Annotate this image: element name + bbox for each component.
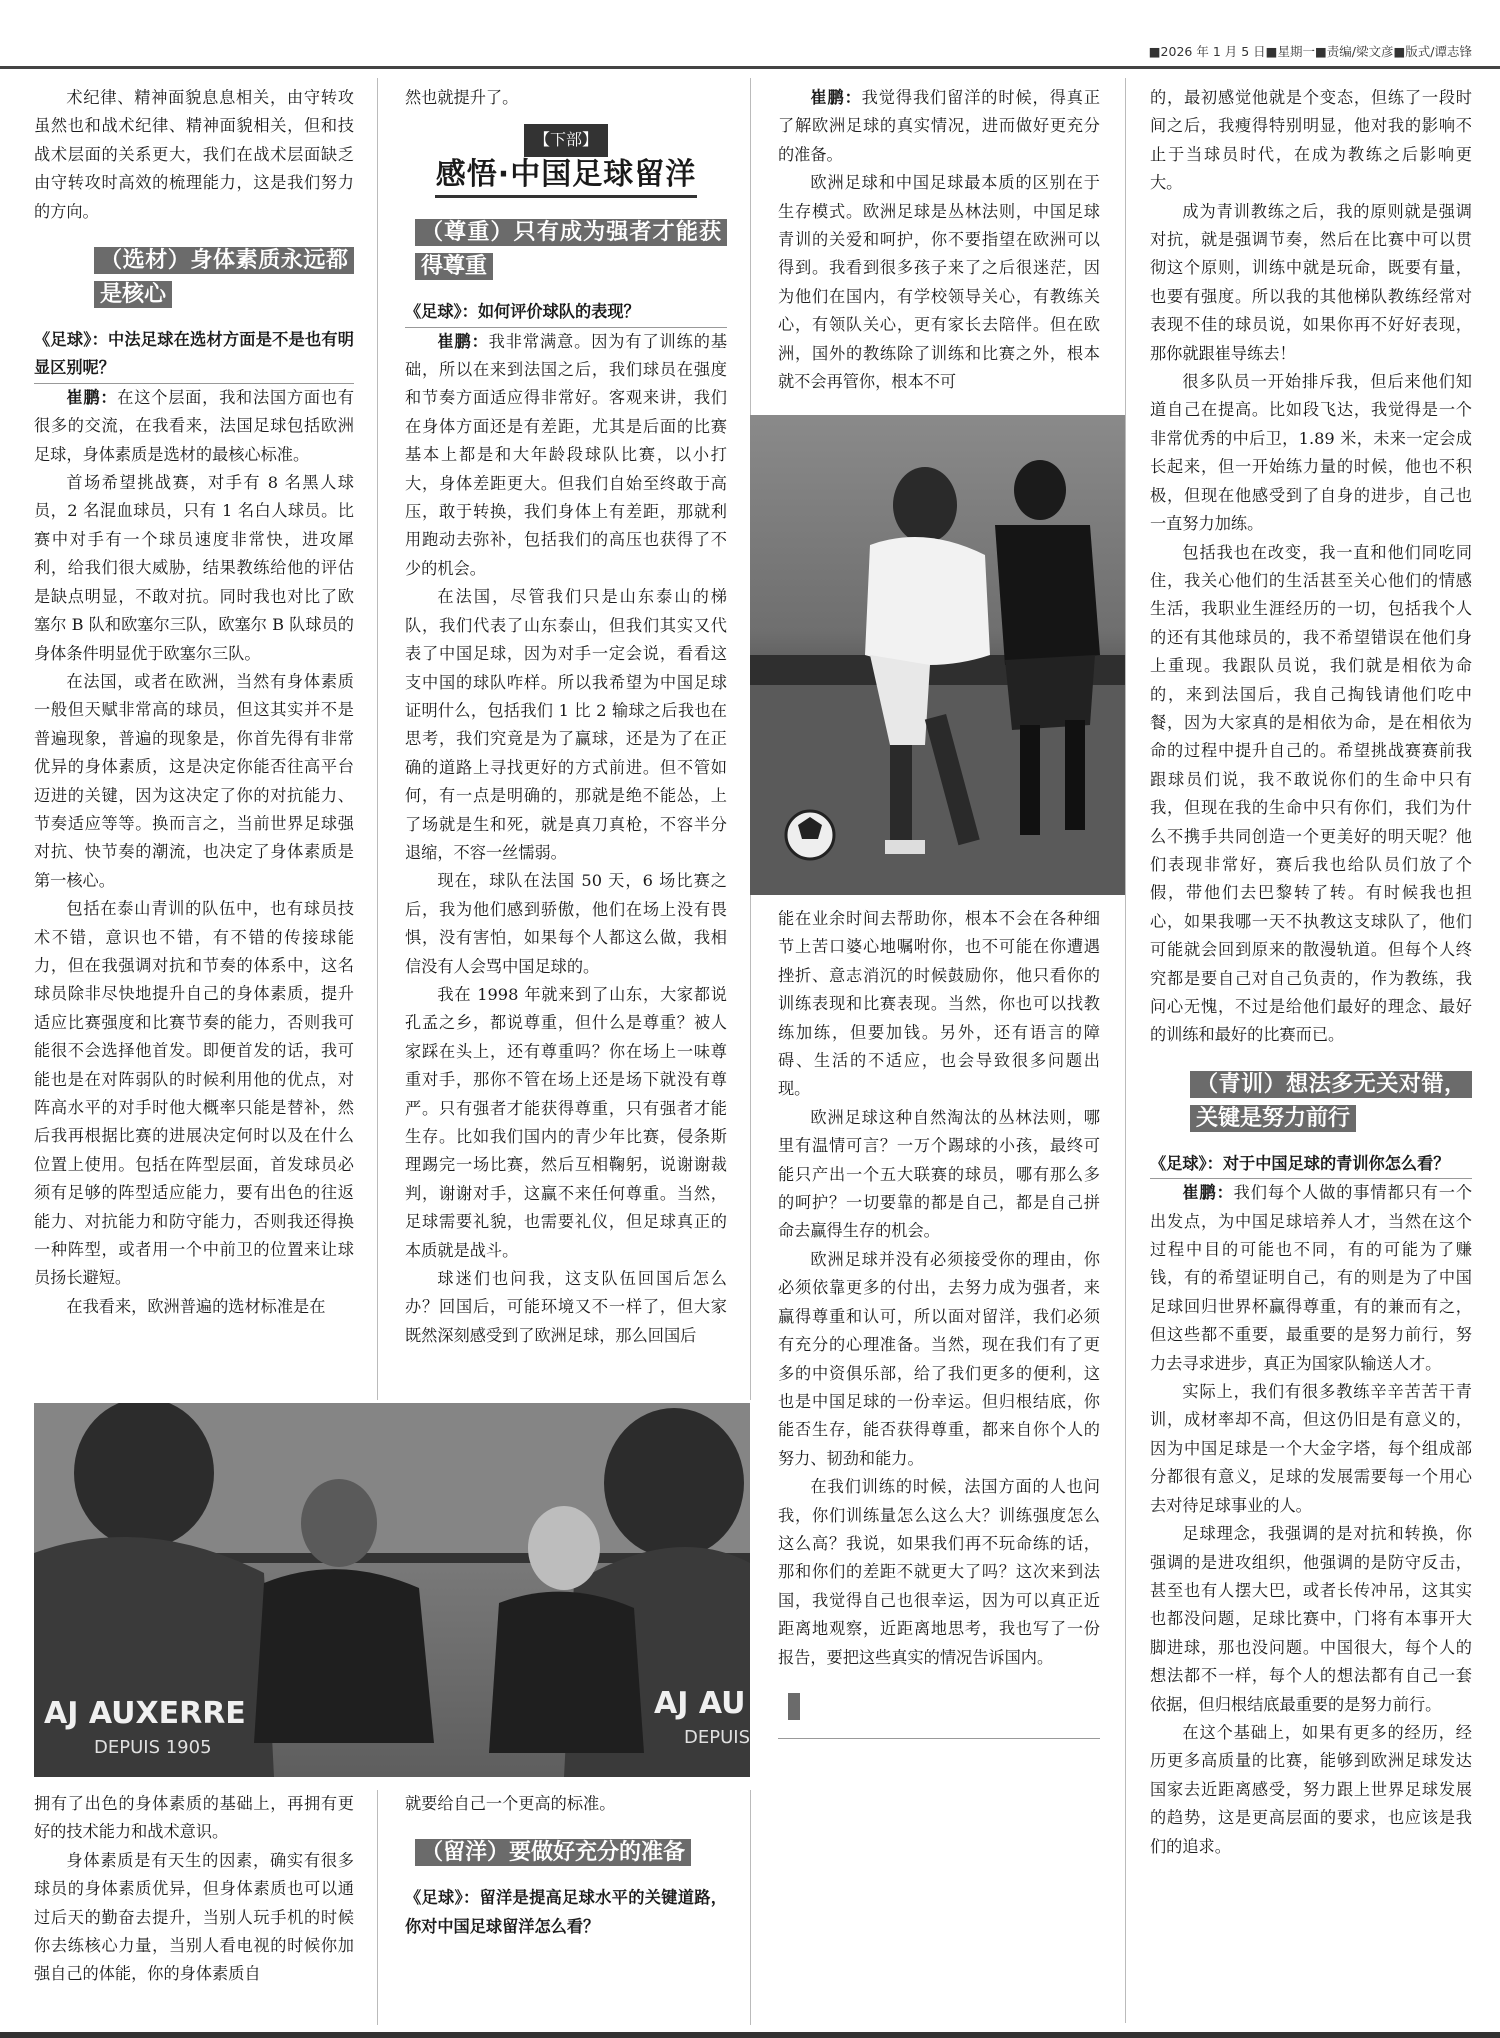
question: 《足球》：对于中国足球的青训你怎么看？ xyxy=(1150,1150,1472,1179)
subheading: （青训）想法多无关对错，关键是努力前行 xyxy=(1190,1068,1472,1136)
column-2-bottom xyxy=(405,1790,727,1941)
paragraph: 现在，球队在法国 50 天，6 场比赛之后，我为他们感到骄傲，他们在场上没有畏惧，没有害怕，如果每个人都这么做，我相信没有人会骂中国足球的。 xyxy=(405,871,727,976)
match-action-illustration xyxy=(750,415,1125,895)
page-bottom-rule xyxy=(0,2032,1500,2038)
paragraph: 就要给自己一个更高的标准。 xyxy=(405,1794,616,1813)
paragraph: 首场希望挑战赛，对手有 8 名黑人球员，2 名混血球员，只有 1 名白人球员。比赛中对手有一个球员速度非常快，进攻犀利，给我们很大威胁，结果教练给他的评估是缺点明显，不敢对抗。同时我也对比了欧塞尔 B 队和欧塞尔三队，欧塞尔 B 队球员的身体条件明显优于欧塞尔三队。 xyxy=(34,473,354,663)
paragraph: 然也就提升了。 xyxy=(405,88,519,107)
paragraph: 在这个基础上，如果有更多的经历，经历更多高质量的比赛，能够到欧洲足球发达国家去近距离感受，努力跟上世界足球发展的趋势，这是更高层面的要求，也应该是我们的追求。 xyxy=(1150,1722,1472,1856)
column-3-lower xyxy=(778,905,1100,1739)
column-divider xyxy=(750,1790,751,2025)
paragraph: 我在 1998 年就来到了山东，大家都说孔孟之乡，都说尊重，但什么是尊重？被人家踩在头上，还有尊重吗？你在场上一味尊重对手，那你不管在场上还是场下就没有尊严。只有强者才能获得尊重，只有强者才能生存。比如我们国内的青少年比赛，侵条斯理踢完一场比赛，然后互相鞠躬，说谢谢裁判，谢谢对手，这赢不来任何尊重。当然，足球需要礼貌，也需要礼仪，但足球真正的本质就是战斗。 xyxy=(405,984,727,1260)
match-action-photo xyxy=(750,415,1125,895)
paragraph: 身体素质是有天生的因素，确实有很多球员的身体素质优异，但身体素质也可以通过后天的勤奋去提升，当别人玩手机的时候你去练核心力量，当别人看电视的时候你加强自己的体能，你的身体素质自 xyxy=(34,1850,354,1984)
paragraph: 实际上，我们有很多教练辛辛苦苦干青训，成材率却不高，但这仍旧是有意义的，因为中国足球是一个大金字塔，每个组成部分都很有意义，足球的发展需要每一个用心去对待足球事业的人。 xyxy=(1150,1382,1472,1515)
answer: 崔鹏：我非常满意。因为有了训练的基础，所以在来到法国之后，我们球员在强度和节奏方面适应得非常好。客观来讲，我们在身体方面还是有差距，尤其是后面的比赛基本上都是和大年龄段球队比赛，以小打大，身体差距更大。但我们自始至终敢于高压，敢于转换，我们身体上有差距，那就利用跑动去弥补，包括我们的高压也获得了不少的机会。 xyxy=(405,331,728,578)
paragraph: 很多队员一开始排斥我，但后来他们知道自己在提高。比如段飞达，我觉得是一个非常优秀的中后卫，1.89 米，未来一定会成长起来，但一开始练力量的时候，他也不积极，但现在他感受到了自身的进步，自己也一直努力加练。 xyxy=(1150,372,1472,534)
subheading: （尊重）只有成为强者才能获得尊重 xyxy=(415,216,727,284)
paragraph: 的，最初感觉他就是个变态，但练了一段时间之后，我瘦得特别明显，他对我的影响不止于当球员时代，在成为教练之后影响更大。 xyxy=(1150,88,1472,193)
column-divider xyxy=(377,1790,378,2025)
jersey-subtext: DEPUIS 1905 xyxy=(94,1737,212,1758)
column-divider xyxy=(377,78,378,1400)
paragraph: 术纪律、精神面貌息息相关，由守转攻虽然也和战术纪律、精神面貌相关，但和技战术层面的关系更大，我们在战术层面缺乏由守转攻时高效的梳理能力，这是我们努力的方向。 xyxy=(34,88,354,221)
column-divider xyxy=(1125,78,1126,2023)
paragraph: 能在业余时间去帮助你，根本不会在各种细节上苦口婆心地嘱咐你，也不可能在你遭遇挫折、意志消沉的时候鼓励你，他只看你的训练表现和比赛表现。当然，你也可以找教练加练，但要加钱。另外，还有语言的障碍、生活的不适应，也会导致很多问题出现。 xyxy=(778,909,1100,1099)
paragraph: 在法国，尽管我们只是山东泰山的梯队，我们代表了山东泰山，但我们其实又代表了中国足球，因为对手一定会说，看看这支中国的球队咋样。所以我希望为中国足球证明什么，包括我们 1 比 2 输球之后我也在思考，我们究竟是为了赢球，还是为了在正确的道路上寻找更好的方式前进。但不管如何，有一点是明确的，那就是绝不能怂，上了场就是生和死，就是真刀真枪，不容半分退缩，不容一丝懦弱。 xyxy=(405,587,727,862)
coaches-photo xyxy=(34,1403,750,1777)
question xyxy=(778,1738,1100,1739)
jersey-subtext-right: DEPUIS xyxy=(684,1727,750,1748)
paragraph: 在我看来，欧洲普遍的选材标准是在 xyxy=(66,1296,326,1316)
paragraph: 在我们训练的时候，法国方面的人也问我，你们训练量怎么这么大？训练强度怎么这么高？我说，如果我们再不玩命练的话，那和你们的差距不就更大了吗？这次来到法国，我觉得自己也很幸运，因为可以真正近距离地观察，近距离地思考，我也写了一份报告，要把这些真实的情况告诉国内。 xyxy=(778,1477,1100,1667)
paragraph: 包括在泰山青训的队伍中，也有球员技术不错，意识也不错，有不错的传接球能力，但在我强调对抗和节奏的体系中，这名球员除非尽快地提升自己的身体素质，提升适应比赛强度和比赛节奏的能力，否则我可能很不会选择他首发。即便首发的话，我可能也是在对阵弱队的时候利用他的优点，对阵高水平的对手时他大概率只能是替补，然后我再根据比赛的进展决定何时以及在什么位置上使用。包括在阵型层面，首发球员必须有足够的阵型适应能力，要有出色的往返能力、对抗能力和防守能力，否则我还得换一种阵型，或者用一个中前卫的位置来让球员扬长避短。 xyxy=(34,899,354,1288)
paragraph: 足球理念，我强调的是对抗和转换，你强调的是进攻组织，他强调的是防守反击，甚至也有人摆大巴，或者长传冲吊，这其实也都没问题，足球比赛中，门将有本事开大脚进球，那也没问题。中国很大，每个人的想法都不一样，每个人的想法都有自己一套依据，但归根结底最重要的是努力前行。 xyxy=(1150,1524,1472,1714)
paragraph: 球迷们也问我，这支队伍回国后怎么办？回国后，可能环境又不一样了，但大家既然深刻感受到了欧洲足球，那么回国后 xyxy=(405,1269,727,1345)
paragraph: 包括我也在改变，我一直和他们同吃同住，我关心他们的生活甚至关心他们的情感生活，我职业生涯经历的一切，包括我个人的还有其他球员的，我不希望错误在他们身上重现。我跟队员说，我们就是相依为命的，来到法国后，我自己掏钱请他们吃中餐，因为大家真的是相依为命，是在相依为命的过程中提升自己的。希望挑战赛赛前我跟球员们说，我不敢说你们的生命中只有我，但现在我的生命中只有你们，我们为什么不携手共同创造一个更美好的明天呢？他们表现非常好，赛后我也给队员们放了个假，带他们去巴黎转了转。有时候我也担心，如果我哪一天不执教这支球队了，他们可能就会回到原来的散漫轨道。但每个人终究都是要自己对自己负责的，作为教练，我问心无愧，不过是给他们最好的理念、最好的训练和最好的比赛而已。 xyxy=(1150,542,1472,1045)
column-1-bottom xyxy=(34,1790,354,1989)
answer: 崔鹏：我们每个人做的事情都只有一个出发点，为中国足球培养人才，当然在这个过程中目的可能也不同，有的可能为了赚钱，有的希望证明自己，有的则是为了中国足球回归世界杯赢得尊重，有的兼而有之，但这些都不重要，最重要的是努力前行，努力去寻求进步，真正为国家队输送人才。 xyxy=(1150,1183,1473,1373)
question: 《足球》：中法足球在选材方面是不是也有明显区别呢？ xyxy=(34,326,354,384)
section-title: 感悟·中国足球留洋 xyxy=(435,156,697,192)
answer: 崔鹏：在这个层面，我和法国方面也有很多的交流，在我看来，法国足球包括欧洲足球，身体素质是选材的最核心标准。 xyxy=(34,387,355,464)
paragraph: 欧洲足球这种自然淘汰的丛林法则，哪里有温情可言？一万个踢球的小孩，最终可能只产出一个五大联赛的球员，哪有那么多的呵护？一切要靠的都是自己，都是自己拼命去赢得生存的机会。 xyxy=(778,1107,1100,1241)
jersey-text: AJ AUXERRE xyxy=(44,1696,246,1731)
section-header xyxy=(405,124,727,198)
dateline: ■2026 年 1 月 5 日■星期一■责编/梁文彦■版式/谭志锋 xyxy=(1148,44,1472,59)
answer: 崔鹏：我觉得我们留洋的时候，得真正了解欧洲足球的真实情况，进而做好更充分的准备。 xyxy=(778,88,1101,164)
jersey-text-right: AJ AU xyxy=(654,1686,746,1721)
question: 《足球》：如何评价球队的表现？ xyxy=(405,298,727,327)
column-3 xyxy=(778,84,1100,396)
paragraph: 欧洲足球并没有必须接受你的理由，你必须依靠更多的付出，去努力成为强者，来赢得尊重和认可，所以面对留洋，我们必须有充分的心理准备。当然，现在我们有了更多的中资俱乐部，给了我们更多的便利，这也是中国足球的一份幸运。但归根结底，你能否生存，能否获得尊重，都来自你个人的努力、韧劲和能力。 xyxy=(778,1249,1100,1468)
page-header-bar xyxy=(0,0,1500,69)
subheading: （选材）身体素质永远都是核心 xyxy=(94,244,354,312)
question: 《足球》：留洋是提高足球水平的关键道路，你对中国足球留洋怎么看？ xyxy=(405,1888,727,1936)
subheading xyxy=(788,1690,1100,1724)
paragraph: 成为青训教练之后，我的原则就是强调对抗，就是强调节奏，然后在比赛中可以贯彻这个原则，训练中就是玩命，既要有量，也要有强度。所以我的其他梯队教练经常对表现不佳的球员说，如果你再不好好表现，那你就跟崔导练去！ xyxy=(1150,201,1472,363)
column-1 xyxy=(34,84,354,1321)
section-rule xyxy=(435,195,697,198)
paragraph: 欧洲足球和中国足球最本质的区别在于生存模式。欧洲足球是丛林法则，中国足球青训的关爱和呵护，你不要指望在欧洲可以得到。我看到很多孩子来了之后很迷茫，因为他们在国内，有学校领导关心，有教练关心，有领队关心，更有家长去陪伴。但在欧洲，国外的教练除了训练和比赛之外，根本就不会再管你，根本不可 xyxy=(778,173,1100,392)
paragraph: 在法国，或者在欧洲，当然有身体素质一般但天赋非常高的球员，但这其实并不是普遍现象，普遍的现象是，你首先得有非常优异的身体素质，这是决定你能否往高平台迈进的关键，因为这决定了你的对抗能力、节奏适应等等。换而言之，当前世界足球强对抗、快节奏的潮流，也决定了身体素质是第一核心。 xyxy=(34,671,354,890)
section-tag: 【下部】 xyxy=(524,124,608,156)
column-4 xyxy=(1150,84,1472,1861)
subheading: （留洋）要做好充分的准备 xyxy=(415,1836,727,1870)
column-2 xyxy=(405,84,727,1350)
paragraph: 拥有了出色的身体素质的基础上，再拥有更好的技术能力和战术意识。 xyxy=(34,1794,354,1842)
coaches-illustration xyxy=(34,1403,750,1777)
